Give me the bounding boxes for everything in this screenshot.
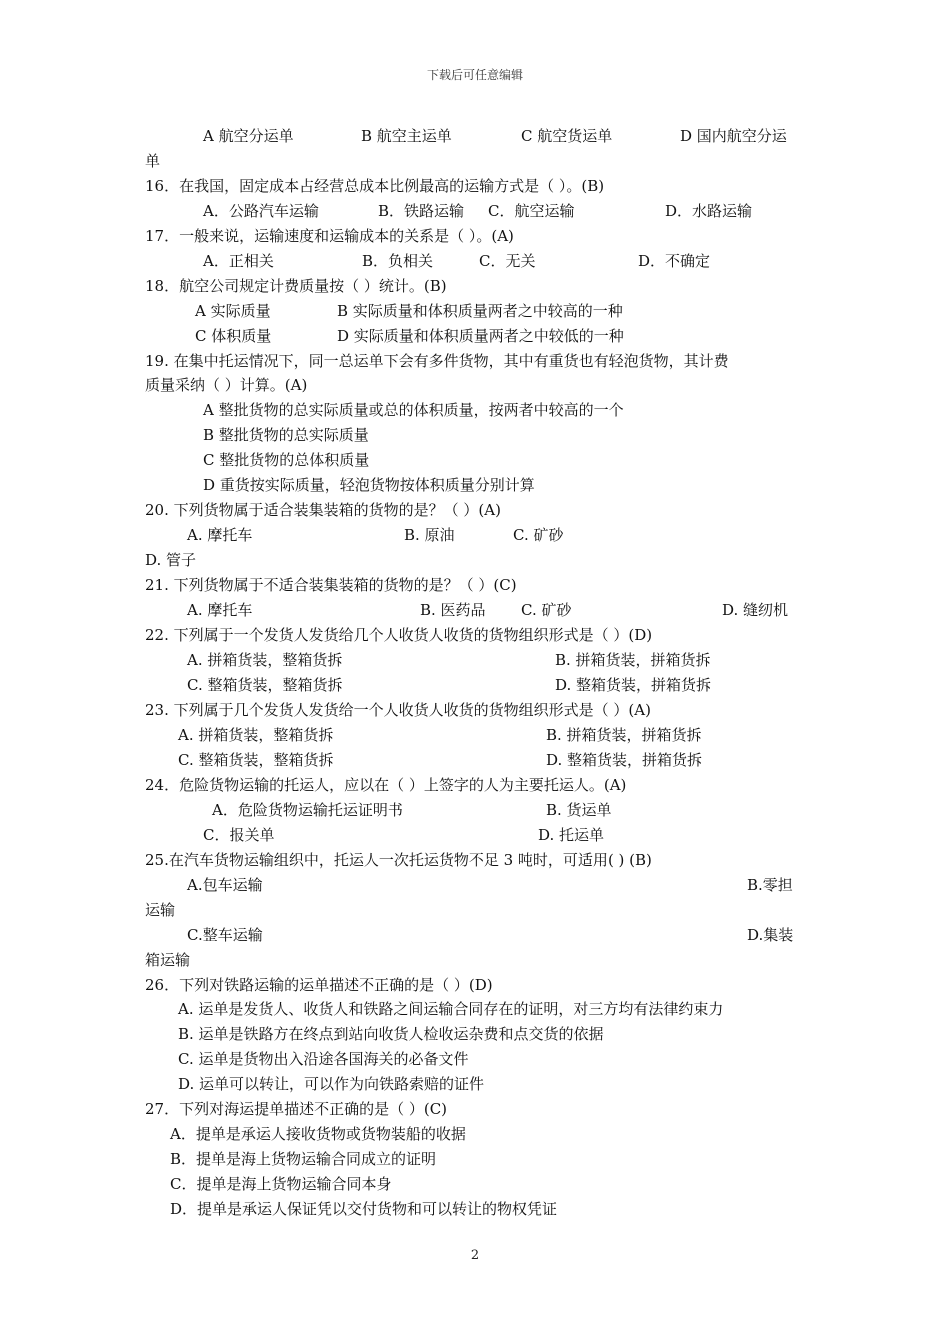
q17-option-d: D．不确定 bbox=[638, 252, 711, 270]
q27-option-a: A．提单是承运人接收货物或货物装船的收据 bbox=[170, 1125, 466, 1143]
page-number: 2 bbox=[470, 1248, 480, 1263]
q26-stem: 26．下列对铁路运输的运单描述不正确的是（ ）(D) bbox=[145, 976, 493, 994]
q20-option-a: A. 摩托车 bbox=[187, 526, 253, 544]
q16-option-d: D．水路运输 bbox=[665, 202, 753, 220]
q23-stem: 23. 下列属于几个发货人发货给一个人收货人收货的货物组织形式是（ ）(A) bbox=[145, 701, 651, 719]
q25-option-b-cont: 运输 bbox=[145, 901, 176, 919]
q20-stem: 20. 下列货物属于适合装集装箱的货物的是？（ ）(A) bbox=[145, 501, 501, 519]
q26-option-d: D. 运单可以转让，可以作为向铁路索赔的证件 bbox=[178, 1075, 485, 1093]
q25-option-a: A.包车运输 bbox=[187, 876, 263, 894]
q19-stem-line1: 19. 在集中托运情况下，同一总运单下会有多件货物，其中有重货也有轻泡货物，其计费 bbox=[145, 352, 729, 370]
q22-option-d: D. 整箱货装，拼箱货拆 bbox=[555, 676, 712, 694]
q22-stem: 22. 下列属于一个发货人发货给几个人收货人收货的货物组织形式是（ ）(D) bbox=[145, 626, 653, 644]
q23-option-a: A. 拼箱货装，整箱货拆 bbox=[178, 726, 334, 744]
q15-option-a: A 航空分运单 bbox=[203, 127, 294, 145]
q25-stem: 25.在汽车货物运输组织中，托运人一次托运货物不足 3 吨时，可适用( ) (B) bbox=[145, 851, 652, 869]
q18-option-a: A 实际质量 bbox=[195, 302, 271, 320]
q17-stem: 17．一般来说，运输速度和运输成本的关系是（ ）。(A) bbox=[145, 227, 514, 245]
q20-option-d: D. 管子 bbox=[145, 551, 197, 569]
q19-option-d: D 重货按实际质量，轻泡货物按体积质量分别计算 bbox=[203, 476, 535, 494]
q21-option-b: B. 医药品 bbox=[420, 601, 486, 619]
q27-option-d: D．提单是承运人保证凭以交付货物和可以转让的物权凭证 bbox=[170, 1200, 558, 1218]
q23-option-b: B. 拼箱货装，拼箱货拆 bbox=[546, 726, 702, 744]
q21-stem: 21. 下列货物属于不适合装集装箱的货物的是？（ ）(C) bbox=[145, 576, 517, 594]
q15-option-d-cont: 单 bbox=[145, 152, 161, 170]
q25-option-c: C.整车运输 bbox=[187, 926, 263, 944]
q26-option-a: A. 运单是发货人、收货人和铁路之间运输合同存在的证明，对三方均有法律约束力 bbox=[178, 1000, 724, 1018]
q24-option-d: D. 托运单 bbox=[538, 826, 605, 844]
page-header: 下载后可任意编辑 bbox=[426, 68, 523, 82]
q26-option-c: C. 运单是货物出入沿途各国海关的必备文件 bbox=[178, 1050, 469, 1068]
q19-option-b: B 整批货物的总实际质量 bbox=[203, 426, 369, 444]
q27-stem: 27．下列对海运提单描述不正确的是（ ）(C) bbox=[145, 1100, 448, 1118]
q23-option-d: D. 整箱货装，拼箱货拆 bbox=[546, 751, 703, 769]
q22-option-a: A. 拼箱货装，整箱货拆 bbox=[187, 651, 343, 669]
q24-option-a: A．危险货物运输托运证明书 bbox=[212, 801, 403, 819]
q21-option-a: A. 摩托车 bbox=[187, 601, 253, 619]
q19-option-a: A 整批货物的总实际质量或总的体积质量，按两者中较高的一个 bbox=[203, 401, 624, 419]
q16-option-c: C．航空运输 bbox=[488, 202, 575, 220]
q25-option-d: D.集装 bbox=[747, 926, 794, 944]
q22-option-b: B. 拼箱货装，拼箱货拆 bbox=[555, 651, 711, 669]
q16-stem: 16．在我国，固定成本占经营总成本比例最高的运输方式是（ ）。(B) bbox=[145, 177, 605, 195]
q16-option-b: B．铁路运输 bbox=[378, 202, 465, 220]
q19-stem-line2: 质量采纳（ ）计算。(A) bbox=[145, 376, 308, 394]
q25-option-b: B.零担 bbox=[747, 876, 793, 894]
q19-option-c: C 整批货物的总体积质量 bbox=[203, 451, 370, 469]
q27-option-b: B．提单是海上货物运输合同成立的证明 bbox=[170, 1150, 437, 1168]
q15-option-d: D 国内航空分运 bbox=[680, 127, 787, 145]
q17-option-c: C．无关 bbox=[479, 252, 536, 270]
q24-option-b: B. 货运单 bbox=[546, 801, 612, 819]
q18-option-b: B 实际质量和体积质量两者之中较高的一种 bbox=[337, 302, 623, 320]
q26-option-b: B. 运单是铁路方在终点到站向收货人检收运杂费和点交货的依据 bbox=[178, 1025, 604, 1043]
q15-option-c: C 航空货运单 bbox=[521, 127, 613, 145]
q15-option-b: B 航空主运单 bbox=[361, 127, 452, 145]
q21-option-c: C. 矿砂 bbox=[521, 601, 572, 619]
q20-option-b: B. 原油 bbox=[404, 526, 455, 544]
q22-option-c: C. 整箱货装，整箱货拆 bbox=[187, 676, 343, 694]
q21-option-d: D. 缝纫机 bbox=[722, 601, 789, 619]
q24-stem: 24．危险货物运输的托运人，应以在（ ）上签字的人为主要托运人。(A) bbox=[145, 776, 627, 794]
q18-option-d: D 实际质量和体积质量两者之中较低的一种 bbox=[337, 327, 624, 345]
q23-option-c: C. 整箱货装，整箱货拆 bbox=[178, 751, 334, 769]
q17-option-b: B．负相关 bbox=[362, 252, 434, 270]
q17-option-a: A．正相关 bbox=[203, 252, 274, 270]
q24-option-c: C．报关单 bbox=[203, 826, 275, 844]
q18-stem: 18．航空公司规定计费质量按（ ）统计。(B) bbox=[145, 277, 447, 295]
q16-option-a: A．公路汽车运输 bbox=[203, 202, 319, 220]
q20-option-c: C. 矿砂 bbox=[513, 526, 564, 544]
q27-option-c: C．提单是海上货物运输合同本身 bbox=[170, 1175, 392, 1193]
q18-option-c: C 体积质量 bbox=[195, 327, 272, 345]
q25-option-d-cont: 箱运输 bbox=[145, 951, 191, 969]
